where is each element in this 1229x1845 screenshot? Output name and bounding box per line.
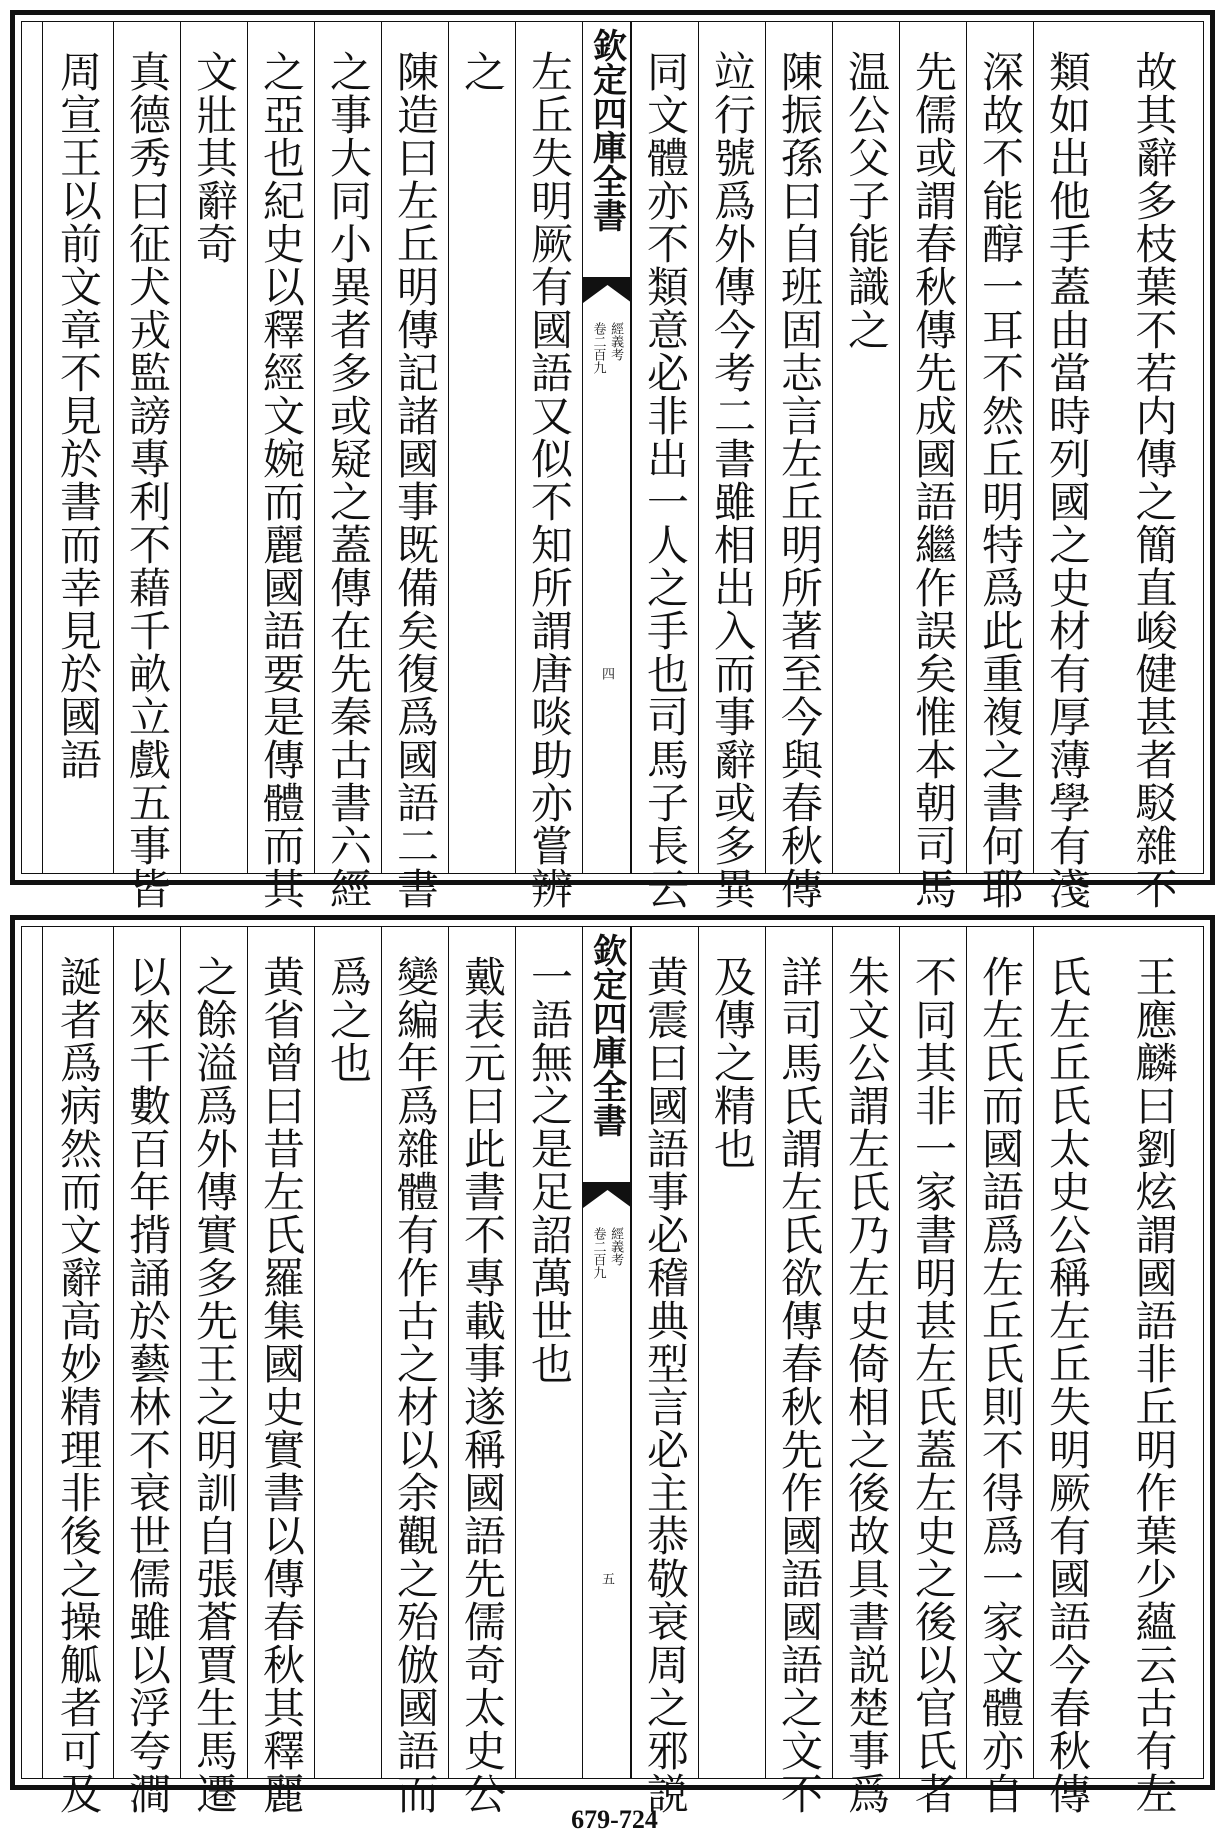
book-name: 經義考: [608, 322, 624, 361]
center-fold: [582, 22, 631, 873]
column-text: 周宣王以前文章不見於書而幸見於國語: [54, 50, 103, 781]
column-text: 詳司馬氏謂左氏欲傳春秋先作國語國語之文不: [775, 955, 824, 1815]
text-column: [247, 927, 314, 1815]
page-frame: [21, 21, 1204, 910]
column-text: 之亞也紀史以釋經文婉而麗國語要是傳體而其: [257, 50, 306, 910]
text-column: [381, 927, 448, 1815]
text-column: [832, 22, 899, 873]
text-column: [899, 22, 966, 910]
column-text: 文壯其辭奇: [190, 50, 239, 265]
text-column: [42, 22, 113, 873]
text-column: [381, 22, 448, 910]
volume-label: [591, 322, 622, 374]
book-name: 經義考: [608, 1227, 624, 1266]
column-text: 類如出他手蓋由當時列國之史材有厚薄學有淺: [1043, 50, 1092, 910]
page-number: 四: [599, 667, 614, 680]
text-column: [180, 927, 247, 1815]
text-column: [1100, 22, 1207, 910]
column-text: 氏左丘氏太史公稱左丘失明厥有國語今春秋傳: [1043, 955, 1092, 1815]
column-text: 及傳之精也: [708, 955, 757, 1170]
text-column: [113, 22, 180, 910]
text-column: [966, 927, 1033, 1815]
column-text: 先儒或謂春秋傳先成國語繼作誤矣惟本朝司馬: [909, 50, 958, 910]
column-text: 朱文公謂左氏乃左史倚相之後故具書説楚事爲: [842, 955, 891, 1815]
column-text: 爲之也: [324, 955, 373, 1084]
column-text: 黄省曾曰昔左氏羅集國史實書以傳春秋其釋麗: [257, 955, 306, 1815]
column-text: 同文體亦不類意必非出一人之手也司馬子長云: [641, 50, 690, 910]
column-text: 誕者爲病然而文辭高妙精理非後之操觚者可及: [54, 955, 103, 1815]
column-text: 陳振孫曰自班固志言左丘明所著至今與春秋傳: [775, 50, 824, 910]
text-column: [515, 927, 582, 1778]
page-number: 五: [599, 1572, 614, 1585]
column-text: 黄震曰國語事必稽典型言必主恭敬衰周之邪説: [641, 955, 690, 1815]
volume-label: [591, 1227, 622, 1279]
text-column: [832, 927, 899, 1815]
text-column: [448, 927, 515, 1815]
text-column: [631, 927, 698, 1815]
collection-title: 欽定四庫全書: [586, 933, 627, 1137]
fishtail-mark-icon: [583, 277, 632, 305]
collection-title: 欽定四庫全書: [586, 28, 627, 232]
column-text: 之: [458, 50, 507, 93]
book-page-lower: [10, 915, 1215, 1815]
text-column: [765, 22, 832, 910]
volume-number: 卷二百九: [590, 322, 606, 374]
text-column: [1033, 927, 1100, 1815]
column-text: 之事大同小異者多或疑之蓋傳在先秦古書六經: [324, 50, 373, 910]
column-text: 故其辭多枝葉不若内傳之簡直峻健甚者駁雜不: [1129, 50, 1179, 910]
page-frame: [21, 926, 1204, 1815]
text-column: [42, 927, 113, 1815]
text-column: [966, 22, 1033, 910]
column-text: 王應麟曰劉炫謂國語非丘明作葉少蘊云古有左: [1129, 955, 1179, 1815]
column-text: 左丘失明厥有國語又似不知所謂唐啖助亦嘗辨: [525, 50, 574, 910]
fishtail-mark-icon: [583, 1182, 632, 1210]
text-column: [1100, 927, 1207, 1815]
column-text: 作左氏而國語爲左丘氏則不得爲一家文體亦自: [976, 955, 1025, 1815]
catalog-code: 679-724: [571, 1805, 658, 1834]
text-column: [698, 22, 765, 910]
column-text: 以來千數百年揹誦於藝林不衰世儒雖以浮夸澗: [123, 955, 172, 1815]
book-page-upper: [10, 10, 1215, 910]
text-column: [515, 22, 582, 910]
center-fold: [582, 927, 631, 1778]
column-text: 不同其非一家書明甚左氏蓋左史之後以官氏者: [909, 955, 958, 1815]
text-column: [314, 22, 381, 910]
text-column: [1033, 22, 1100, 910]
text-column: [698, 927, 765, 1778]
volume-number: 卷二百九: [590, 1227, 606, 1279]
column-text: 竝行號爲外傳今考二書雖相出入而事辭或多異: [708, 50, 757, 910]
column-text: 温公父子能識之: [842, 50, 891, 351]
column-text: 深故不能醇一耳不然丘明特爲此重複之書何耶: [976, 50, 1025, 910]
column-text: 之餘溢爲外傳實多先王之明訓自張蒼賈生馬遷: [190, 955, 239, 1815]
column-text: 一語無之是足詔萬世也: [525, 955, 574, 1385]
text-column: [314, 927, 381, 1778]
column-text: 真德秀曰征犬戎監謗專利不藉千畝立戲五事皆: [123, 50, 172, 910]
text-column: [113, 927, 180, 1815]
text-column: [899, 927, 966, 1815]
column-text: 戴表元曰此書不專載事遂稱國語先儒奇太史公: [458, 955, 507, 1815]
text-column: [448, 22, 515, 873]
text-column: [765, 927, 832, 1815]
text-column: [631, 22, 698, 910]
column-text: 陳造曰左丘明傳記諸國事既備矣復爲國語二書: [391, 50, 440, 910]
column-text: 變編年爲雜體有作古之材以余觀之殆倣國語而: [391, 955, 440, 1815]
text-column: [180, 22, 247, 873]
text-column: [247, 22, 314, 910]
